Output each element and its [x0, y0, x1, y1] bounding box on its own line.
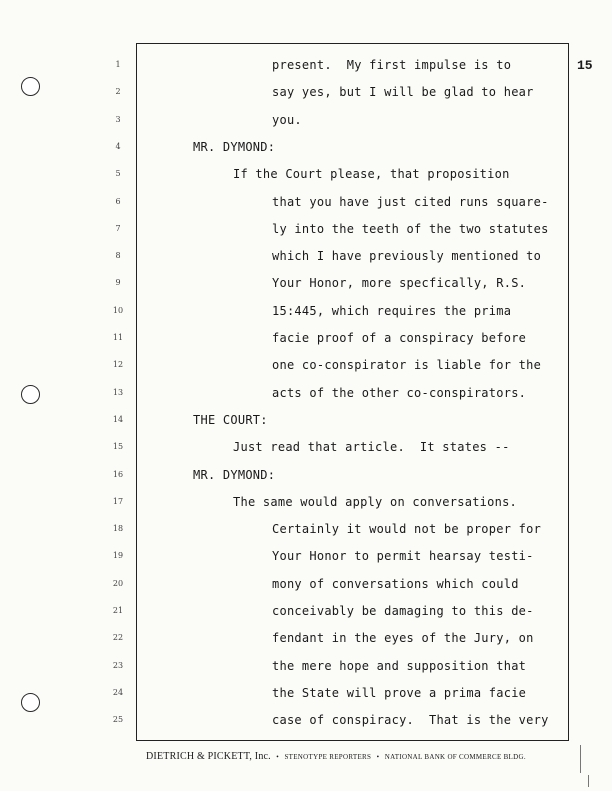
line-number: 10 [112, 305, 124, 315]
line-number: 3 [115, 114, 121, 124]
binder-hole-middle [21, 385, 40, 404]
transcript-line: the State will prove a prima facie [272, 685, 527, 700]
transcript-line: conceivably be damaging to this de- [272, 604, 534, 618]
line-number: 16 [112, 469, 124, 479]
binder-hole-bottom [21, 693, 40, 712]
transcript-line: Just read that article. It states -- [233, 440, 510, 455]
margin-bracket [588, 775, 589, 787]
line-number: 22 [112, 633, 124, 643]
transcript-line: The same would apply on conversations. [233, 494, 518, 509]
footer [146, 751, 526, 762]
line-number: 6 [115, 196, 121, 206]
line-number: 13 [112, 387, 124, 397]
transcript-line: Your Honor to permit hearsay testi- [272, 549, 534, 564]
line-number: 4 [115, 141, 121, 151]
firm-name: DIETRICH & PICKETT, Inc. [146, 751, 271, 762]
line-number: 18 [112, 524, 124, 534]
line-number: 17 [112, 496, 124, 506]
line-number: 21 [112, 606, 124, 615]
footer-separator: • [276, 753, 280, 761]
transcript-line: fendant in the eyes of the Jury, on [272, 631, 534, 646]
line-number: 8 [115, 251, 121, 261]
binder-hole-top [21, 77, 40, 96]
transcript-line: ly into the teeth of the two statutes [272, 221, 549, 236]
transcript-line: Certainly it would not be proper for [272, 522, 542, 537]
transcript-line: facie proof of a conspiracy before [272, 331, 527, 345]
transcript-line: one co-conspirator is liable for the [272, 358, 542, 373]
transcript-line: say yes, but I will be glad to hear [272, 85, 534, 100]
page-number: 15 [577, 58, 593, 73]
line-number: 15 [112, 442, 124, 452]
transcript-line: If the Court please, that proposition [233, 167, 510, 182]
speaker-label: MR. DYMOND: [193, 467, 276, 482]
line-number: 14 [112, 414, 124, 424]
line-number: 1 [115, 60, 121, 69]
line-number: 25 [112, 715, 124, 725]
transcript-line: you. [272, 112, 302, 127]
transcript-line: case of conspiracy. That is the very [272, 713, 549, 728]
transcript-line: present. My first impulse is to [272, 58, 512, 72]
transcript-line: that you have just cited runs square- [272, 194, 549, 209]
line-number: 2 [115, 87, 121, 97]
transcript-line: acts of the other co-conspirators. [272, 385, 527, 400]
line-number: 19 [112, 551, 124, 561]
line-number: 20 [112, 578, 124, 588]
speaker-label: MR. DYMOND: [193, 139, 276, 154]
footer-address: NATIONAL BANK OF COMMERCE BLDG. [384, 753, 526, 761]
line-number: 9 [115, 278, 121, 288]
transcript-line: 15:445, which requires the prima [272, 303, 512, 318]
speaker-label: THE COURT: [193, 412, 268, 427]
transcript-line: the mere hope and supposition that [272, 658, 527, 673]
footer-service: STENOTYPE REPORTERS [284, 753, 372, 761]
line-number: 11 [112, 333, 124, 342]
line-number: 7 [115, 223, 121, 233]
footer-separator: • [376, 753, 380, 761]
line-number: 24 [112, 687, 124, 697]
line-number: 23 [112, 660, 124, 670]
transcript-line: which I have previously mentioned to [272, 249, 542, 264]
transcript-line: mony of conversations which could [272, 576, 519, 591]
transcript-line: Your Honor, more specfically, R.S. [272, 276, 527, 291]
line-number: 5 [115, 169, 121, 179]
line-number: 12 [112, 360, 124, 370]
margin-bracket [580, 745, 581, 773]
